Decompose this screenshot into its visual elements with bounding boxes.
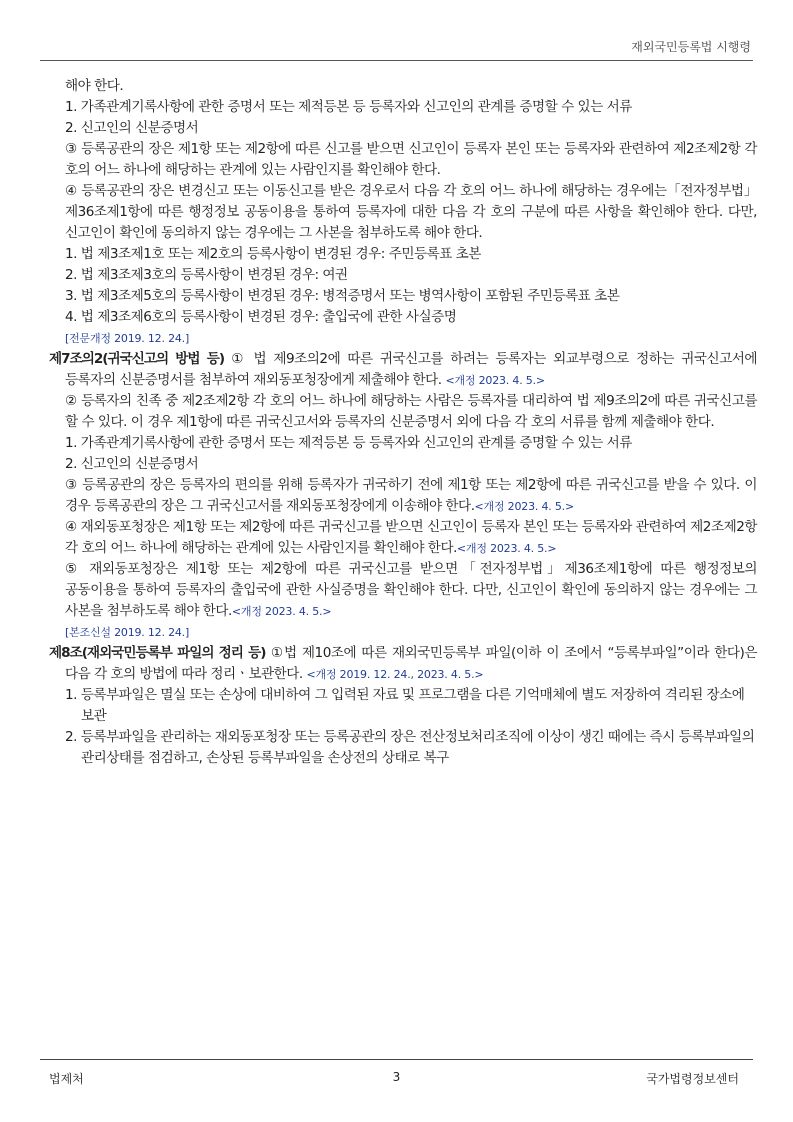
amendment-note[interactable]: [전문개정 2019. 12. 24.] (65, 332, 190, 345)
header-title: 재외국민등록법 시행령 (631, 40, 751, 54)
article-7-2 (49, 349, 757, 391)
art7-p4-item-1: 1. 법 제3조제1호 또는 제2호의 등록사항이 변경된 경우: 주민등록표 초본 (65, 246, 481, 262)
article-7-2-paragraph-2: ② 등록자의 친족 중 제2조제2항 각 호의 어느 하나에 해당하는 사람은 등록자를 대리하여 법 제9조의2에 따른 귀국신고를 할 수 있다. 이 경우 제1항에 따른 귀국신고서와 등록자의 신분증명서 외에 다음 각 호의 서류를 함께 제출해야 한다. (65, 393, 757, 430)
amendment-note[interactable]: <개정 2023. 4. 5.> (456, 542, 557, 555)
art7-p4-item-4: 4. 법 제3조제6호의 등록사항이 변경된 경우: 출입국에 관한 사실증명 (65, 309, 457, 325)
art7-paragraph-4: ④ 등록공관의 장은 변경신고 또는 이동신고를 받은 경우로서 다음 각 호의 어느 하나에 해당하는 경우에는「전자정부법」제36조제1항에 따른 행정정보 공동이용을 통하여 등록자에 대한 다음 각 호의 구분에 따른 사항을 확인해야 한다. 다만, 신고인이 확인에 동의하지 않는 경우에는 그 사본을 첨부하도록 해야 한다. (65, 183, 757, 241)
enactment-note[interactable]: [본조신설 2019. 12. 24.] (65, 626, 190, 639)
article-7-2-paragraph-5 (49, 559, 757, 622)
amendment-note[interactable]: <개정 2023. 4. 5.> (231, 605, 332, 618)
art7-note[interactable] (49, 328, 757, 349)
article-7-2-item-1: 1. 가족관계기록사항에 관한 증명서 또는 제적등본 등 등록자와 신고인의 관계를 증명할 수 있는 서류 (65, 435, 632, 451)
article-8-paragraph-1: ①법 제10조에 따른 재외국민등록부 파일(이하 이 조에서 “등록부파일”이라 한다)은 다음 각 호의 방법에 따라 정리ㆍ보관한다. (65, 645, 757, 682)
art7-paragraph-3: ③ 등록공관의 장은 제1항 또는 제2항에 따른 신고를 받으면 신고인이 등록자 본인 또는 등록자와 관련하여 제2조제2항 각 호의 어느 하나에 해당하는 관계에 있는 사람인지를 확인해야 한다. (65, 141, 757, 178)
paragraph-4-text: ④ 재외동포청장은 제1항 또는 제2항에 따른 귀국신고를 받으면 신고인이 등록자 본인 또는 등록자와 관련하여 제2조제2항 각 호의 어느 하나에 해당하는 관계에 있는 사람인지를 확인해야 한다. (65, 519, 757, 556)
page-header (40, 34, 753, 61)
article-7-2-paragraph-3 (49, 475, 757, 517)
article-8-heading: 제8조(재외국민등록부 파일의 정리 등) (49, 645, 266, 661)
article-7-2-heading: 제7조의2(귀국신고의 방법 등) (49, 351, 225, 367)
article-8 (49, 643, 757, 685)
amendment-note[interactable]: <개정 2019. 12. 24., 2023. 4. 5.> (306, 668, 484, 681)
footer-publisher: 국가법령정보센터 (646, 1072, 739, 1086)
amendment-note[interactable]: <개정 2023. 4. 5.> (445, 374, 545, 387)
art7-p4-item-2: 2. 법 제3조제3호의 등록사항이 변경된 경우: 여권 (65, 267, 348, 283)
document-body (49, 76, 757, 769)
article-7-2-paragraph-4 (49, 517, 757, 559)
art7-continuation: 해야 한다. (65, 78, 124, 94)
art7-p4-item-3: 3. 법 제3조제5호의 등록사항이 변경된 경우: 병적증명서 또는 병역사항이 포함된 주민등록표 초본 (65, 288, 620, 304)
art7-item-1: 1. 가족관계기록사항에 관한 증명서 또는 제적등본 등 등록자와 신고인의 관계를 증명할 수 있는 서류 (65, 99, 632, 115)
amendment-note[interactable]: <개정 2023. 4. 5.> (474, 500, 574, 513)
page-number: 3 (392, 1070, 401, 1084)
article-7-2-paragraph-1: ① 법 제9조의2에 따른 귀국신고를 하려는 등록자는 외교부령으로 정하는 귀국신고서에 등록자의 신분증명서를 첨부하여 재외동포청장에게 제출해야 한다. (65, 351, 757, 388)
article-8-item-2: 2. 등록부파일을 관리하는 재외동포청장 또는 등록공관의 장은 전산정보처리조직에 이상이 생긴 때에는 즉시 등록부파일의 관리상태를 점검하고, 손상된 등록부파일을 손상전의 상태로 복구 (65, 729, 755, 766)
paragraph-5-text: ⑤ 재외동포청장은 제1항 또는 제2항에 따른 귀국신고를 받으면「전자정부법」제36조제1항에 따른 행정정보의 공동이용을 통하여 등록자의 출입국에 관한 사실증명을 확인해야 한다. 다만, 신고인이 확인에 동의하지 않는 경우에는 그 사본을 첨부하도록 해야 한다. (65, 561, 757, 619)
art7-item-2: 2. 신고인의 신분증명서 (65, 120, 199, 136)
article-8-item-1: 1. 등록부파일은 멸실 또는 손상에 대비하여 그 입력된 자료 및 프로그램을 다른 기억매체에 별도 저장하여 격리된 장소에 보관 (65, 687, 745, 724)
footer-source: 법제처 (49, 1072, 84, 1086)
article-7-2-note[interactable] (49, 622, 757, 643)
page-footer (40, 1059, 753, 1094)
article-7-2-item-2: 2. 신고인의 신분증명서 (65, 456, 199, 472)
paragraph-3-text: ③ 등록공관의 장은 등록자의 편의를 위해 등록자가 귀국하기 전에 제1항 또는 제2항에 따른 귀국신고를 받을 수 있다. 이 경우 등록공관의 장은 그 귀국신고서를 재외동포청장에게 이송해야 한다. (65, 477, 757, 514)
